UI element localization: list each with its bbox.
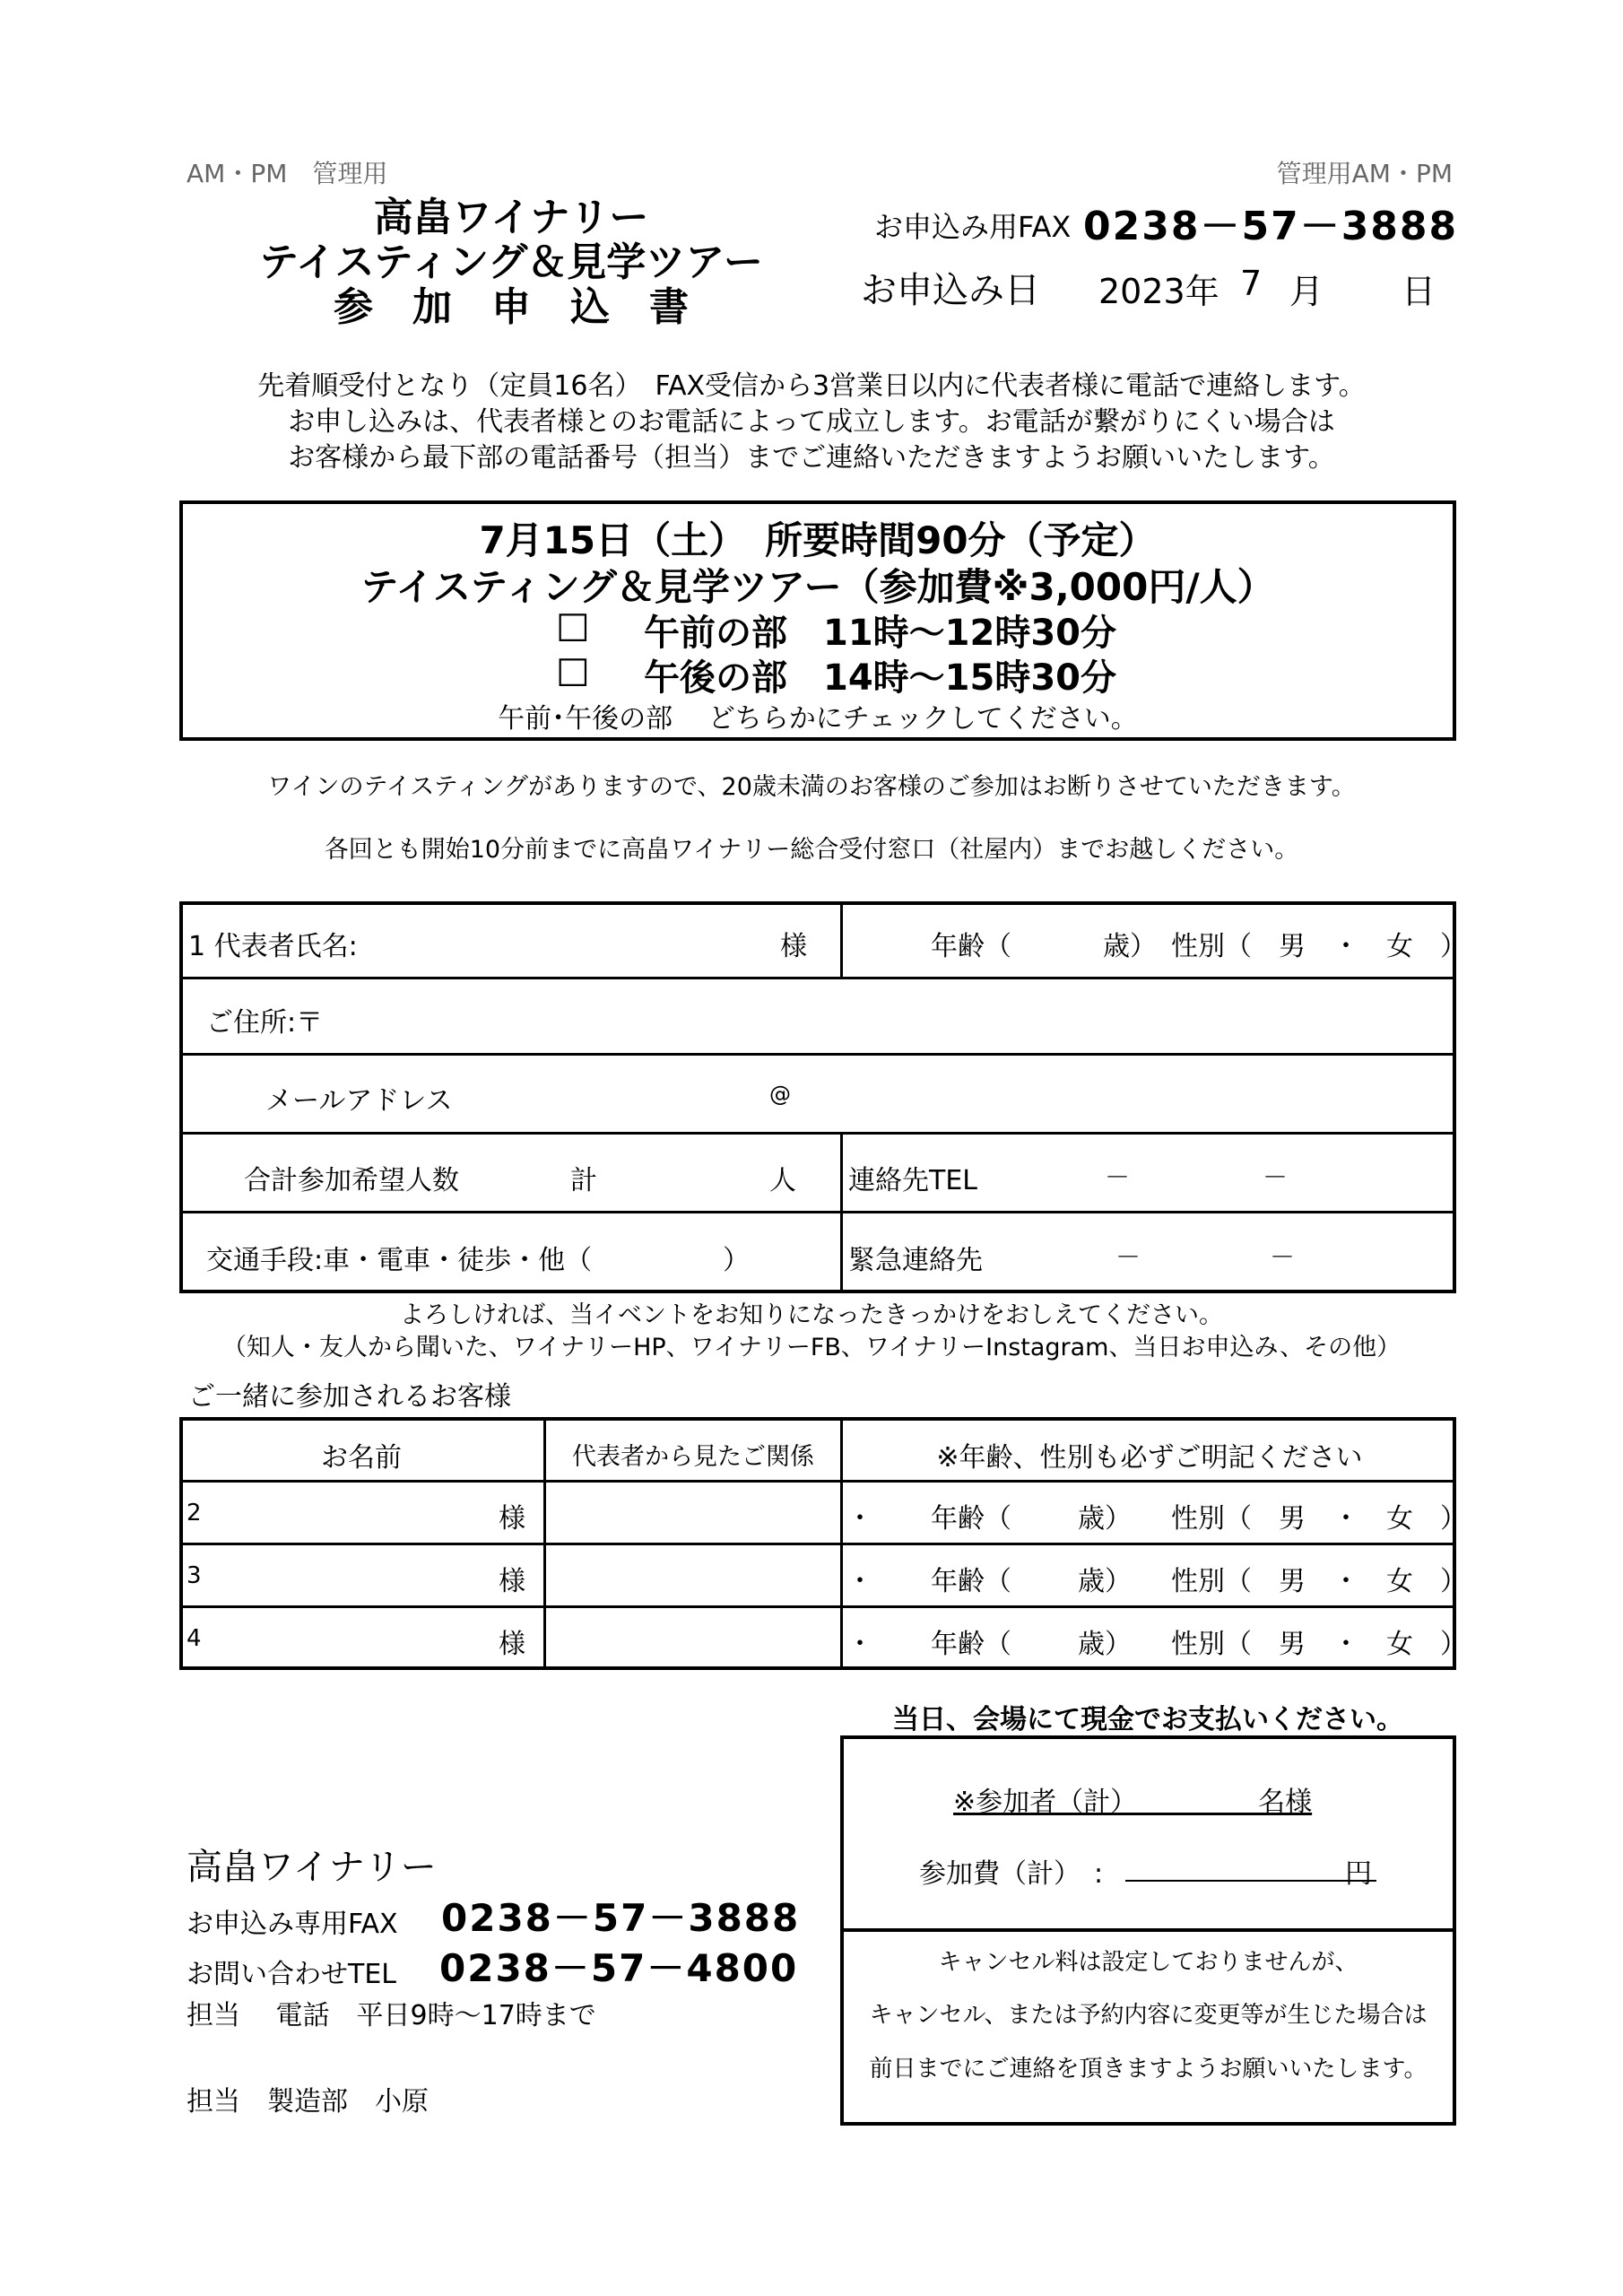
col-header-name: お名前 — [321, 1442, 402, 1474]
email-input[interactable] — [484, 1067, 1435, 1121]
cancel-line2: キャンセル、または予約内容に変更等が生じた場合は — [869, 2002, 1428, 2029]
survey-question: よろしければ、当イベントをお知りになったきっかけをおしえてください。 — [400, 1301, 1223, 1329]
email-label: メールアドレス — [265, 1085, 453, 1117]
fax-number: 0238－57－3888 — [1083, 204, 1459, 249]
am-session-label: 午前の部 11時～12時30分 — [644, 613, 1116, 654]
am-checkbox[interactable]: □ — [556, 604, 590, 646]
rep-name-label: 1 代表者氏名: — [188, 931, 358, 962]
companion-age-suffix: 歳） — [1078, 1566, 1132, 1597]
title-line2: テイスティング＆見学ツアー — [259, 239, 763, 285]
rep-age-suffix: 歳） — [1103, 931, 1157, 962]
footer-tel-label: お問い合わせTEL — [187, 1959, 396, 1990]
rep-gender[interactable]: 性別（ 男 ・ 女 ） — [1171, 931, 1467, 962]
rep-name-input[interactable] — [502, 915, 771, 960]
companion-age-suffix: 歳） — [1078, 1503, 1132, 1535]
event-date-line: 7月15日（土） 所要時間90分（予定） — [479, 518, 1157, 562]
admin-use-left: AM・PM 管理用 — [187, 159, 388, 188]
pm-session-label: 午後の部 14時～15時30分 — [644, 657, 1116, 699]
email-at-sign: @ — [769, 1082, 791, 1107]
arrival-notice: 各回とも開始10分前までに高畠ワイナリー総合受付窓口（社屋内）までお越しください。 — [324, 836, 1299, 864]
date-month-unit: 月 — [1289, 272, 1324, 311]
fee-unit: 円 — [1345, 1858, 1372, 1890]
contact-tel-dash2: － — [1263, 1162, 1289, 1192]
title-line3: 参 加 申 込 書 — [334, 284, 689, 330]
event-title-line: テイスティング＆見学ツアー（参加費※3,000円/人） — [360, 565, 1275, 609]
companion-relation-input[interactable] — [548, 1485, 835, 1537]
companion-row-bullet: ・ — [846, 1566, 873, 1597]
companion-row-bullet: ・ — [846, 1629, 873, 1660]
transport-label: 交通手段:車・電車・徒歩・他（ — [206, 1245, 593, 1276]
admin-use-right: 管理用AM・PM — [1276, 159, 1453, 188]
footer-fax-label: お申込み専用FAX — [187, 1909, 398, 1940]
fee-total-input[interactable] — [1125, 1848, 1376, 1882]
companion-relation-input[interactable] — [548, 1611, 835, 1663]
footer-fax-number: 0238－57－3888 — [441, 1896, 801, 1940]
address-input[interactable] — [341, 988, 1435, 1042]
companion-row-number: 3 — [187, 1562, 202, 1589]
fax-label: お申込み用FAX — [874, 210, 1072, 244]
footer-tel-number: 0238－57－4800 — [439, 1946, 799, 1990]
date-day-unit: 日 — [1402, 272, 1436, 311]
address-label: ご住所:〒 — [206, 1007, 324, 1039]
companion-row-bullet: ・ — [846, 1503, 873, 1535]
party-count-label: 合計参加希望人数 — [244, 1165, 459, 1196]
fee-total-label: 参加費（計） : — [919, 1858, 1104, 1890]
cancel-line1: キャンセル料は設定しておりませんが、 — [938, 1949, 1358, 1976]
participants-total-label: ※参加者（計） 名様 — [953, 1787, 1313, 1818]
companion-row-number: 4 — [187, 1625, 202, 1652]
intro-line2: お申し込みは、代表者様とのお電話によって成立します。お電話が繋がりにくい場合は — [288, 406, 1335, 438]
pm-checkbox[interactable]: □ — [556, 649, 590, 691]
intro-line1: 先着順受付となり（定員16名） FAX受信から3営業日以内に代表者様に電話で連絡します。 — [257, 370, 1366, 402]
session-note: 午前･午後の部 どちらかにチェックしてください。 — [498, 703, 1138, 735]
cancel-line3: 前日までにご連絡を頂きますようお願いいたします。 — [869, 2056, 1428, 2083]
companion-age-label: 年齢（ — [931, 1503, 1011, 1535]
footer-hours: 担当 電話 平日9時～17時まで — [187, 2000, 596, 2031]
party-count-total: 計 — [570, 1165, 597, 1196]
date-month: 7 — [1240, 264, 1263, 303]
rep-age-label: 年齢（ — [931, 931, 1011, 962]
col-header-note: ※年齢、性別も必ずご明記ください — [936, 1442, 1363, 1474]
rep-name-suffix: 様 — [780, 931, 807, 962]
companion-row-number: 2 — [187, 1500, 202, 1526]
companion-row-suffix: 様 — [499, 1566, 525, 1597]
survey-options: （知人・友人から聞いた、ワイナリーHP、ワイナリーFB、ワイナリーInstagram、当日お申込み、その他） — [221, 1334, 1402, 1361]
title-line1: 高畠ワイナリー — [373, 195, 649, 240]
transport-close: ） — [723, 1245, 750, 1276]
companions-heading: ご一緒に参加されるお客様 — [188, 1381, 511, 1413]
companion-gender[interactable]: 性別（ 男 ・ 女 ） — [1171, 1629, 1467, 1660]
contact-tel-label: 連絡先TEL — [848, 1165, 977, 1196]
companion-gender[interactable]: 性別（ 男 ・ 女 ） — [1171, 1566, 1467, 1597]
companion-age-label: 年齢（ — [931, 1566, 1011, 1597]
party-count-unit: 人 — [769, 1165, 796, 1196]
companion-age-label: 年齢（ — [931, 1629, 1011, 1660]
age-notice: ワインのテイスティングがありますので、20歳未満のお客様のご参加はお断りさせていただきます。 — [267, 773, 1356, 801]
intro-line3: お客様から最下部の電話番号（担当）までご連絡いただきますようお願いいたします。 — [288, 442, 1335, 474]
companion-gender[interactable]: 性別（ 男 ・ 女 ） — [1171, 1503, 1467, 1535]
footer-contact: 担当 製造部 小原 — [187, 2086, 429, 2118]
emergency-dash2: － — [1270, 1242, 1296, 1272]
emergency-contact-label: 緊急連絡先 — [848, 1245, 983, 1276]
payment-heading: 当日、会場にて現金でお支払いください。 — [892, 1704, 1403, 1735]
footer-company: 高畠ワイナリー — [187, 1847, 437, 1888]
contact-tel-dash1: － — [1105, 1162, 1131, 1192]
date-year: 2023年 — [1098, 272, 1219, 311]
date-label: お申込み日 — [861, 270, 1040, 311]
companion-age-suffix: 歳） — [1078, 1629, 1132, 1660]
companion-row-suffix: 様 — [499, 1629, 525, 1660]
emergency-dash1: － — [1115, 1242, 1141, 1272]
col-header-relation: 代表者から見たご関係 — [572, 1443, 814, 1471]
companion-relation-input[interactable] — [548, 1548, 835, 1600]
companion-row-suffix: 様 — [499, 1503, 525, 1535]
